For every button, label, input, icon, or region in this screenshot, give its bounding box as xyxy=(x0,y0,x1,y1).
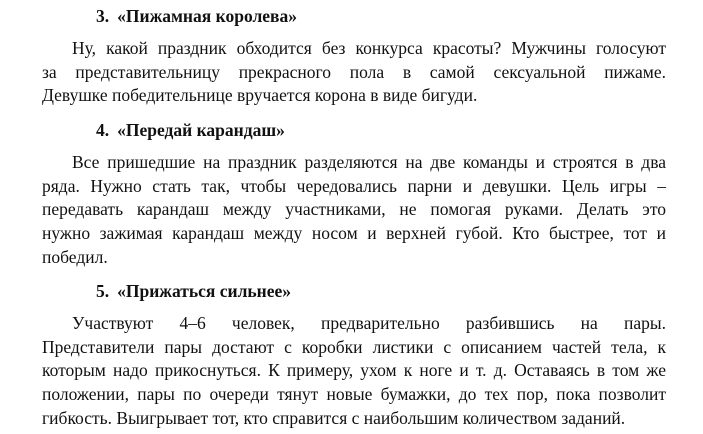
paragraph-line: Ну, какой праздник обходится без конкурса красоты? Мужчины голосуют xyxy=(72,38,666,58)
paragraph-line: нужно зажимая карандаш между носом и верхней губой. Кто быстрее, тот и xyxy=(42,223,666,244)
paragraph-line: гибкость. Выигрывает тот, кто справится с наибольшим количеством заданий. xyxy=(42,407,626,428)
section-3-title: «Пижамная королева» xyxy=(117,6,297,26)
paragraph-line: Представители пары достают с коробки листики с описанием частей тела, к xyxy=(42,336,666,357)
paragraph-line: положении, пары по очереди тянут новые бумажки, до тех пор, пока позволит xyxy=(42,384,666,405)
paragraph-line: передавать карандаш между участниками, не помогая руками. Делать это xyxy=(42,199,666,220)
section-4-title: «Передай карандаш» xyxy=(117,120,285,140)
paragraph-line: победил. xyxy=(42,246,108,267)
section-5-paragraph xyxy=(42,312,666,430)
paragraph-line: Все пришедшие на праздник разделяются на две команды и строятся в два xyxy=(72,152,666,172)
section-4-number: 4. xyxy=(96,120,110,140)
section-5-heading xyxy=(96,279,291,303)
paragraph-line: которым надо прикоснуться. К примеру, ухом к ноге и т. д. Оставаясь в том же xyxy=(42,360,666,381)
paragraph-line: Участвуют 4–6 человек, предварительно разбившись на пары. xyxy=(72,313,666,333)
section-5-number: 5. xyxy=(96,281,110,301)
paragraph-line: Девушке победительнице вручается корона в виде бигуди. xyxy=(42,85,478,106)
paragraph-line: за представительницу прекрасного пола в самой сексуальной пижаме. xyxy=(42,61,666,82)
section-3-heading xyxy=(96,4,297,28)
section-5-title: «Прижаться сильнее» xyxy=(117,281,292,301)
section-3-number: 3. xyxy=(96,6,110,26)
paragraph-line: ряда. Нужно стать так, чтобы чередовались парни и девушки. Цель игры – xyxy=(42,175,666,196)
section-3-paragraph xyxy=(42,37,666,108)
section-4-paragraph xyxy=(42,151,666,269)
section-4-heading xyxy=(96,118,285,142)
